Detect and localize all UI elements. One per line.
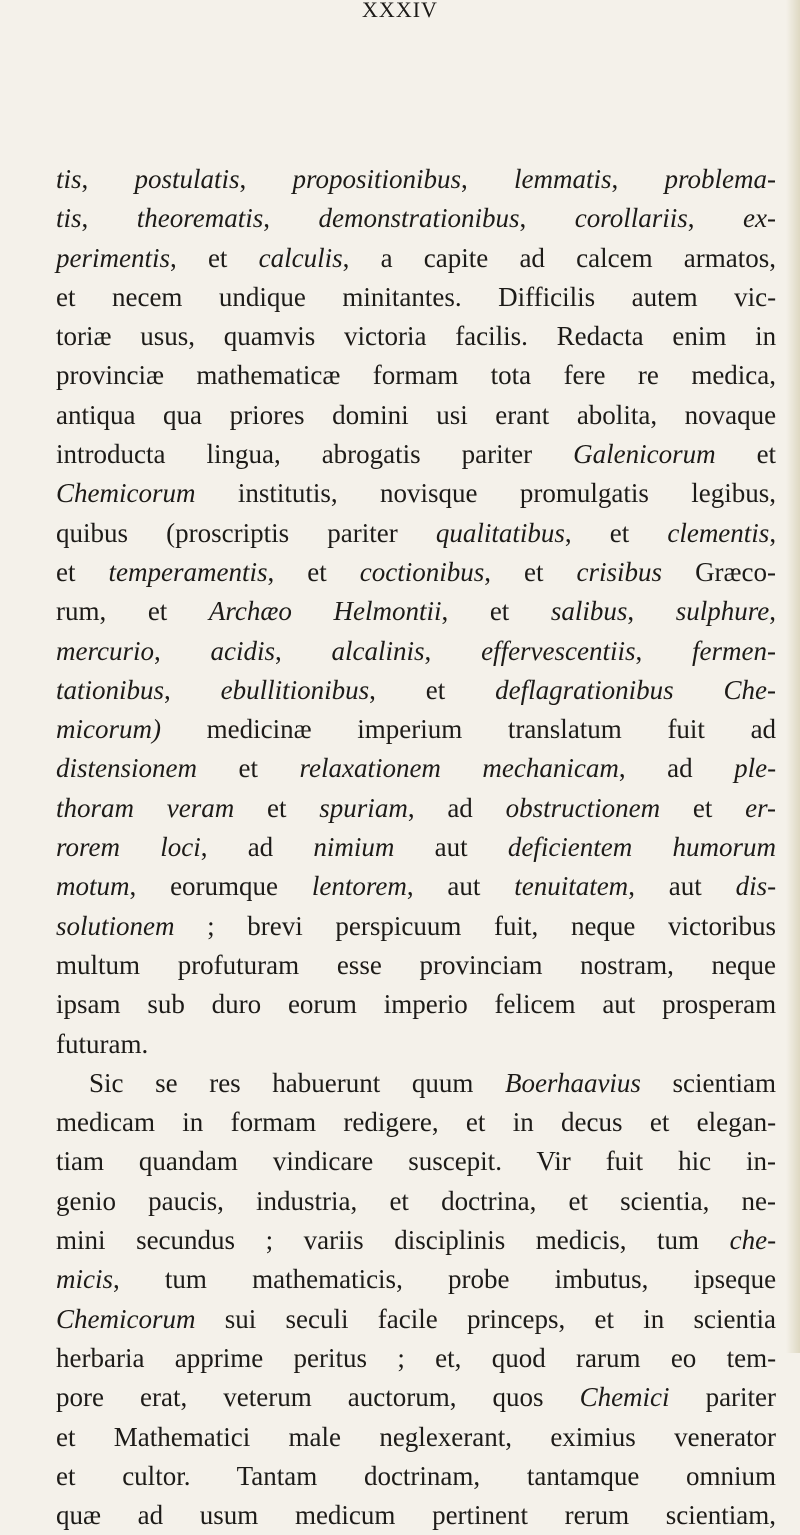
text-line: micorum) medicinæ imperium translatum fuit ad <box>56 714 777 745</box>
text-line: genio paucis, industria, et doctrina, et scientia, ne- <box>56 1185 776 1216</box>
text-line: Chemicorum sui seculi facile princeps, et in scientia <box>56 1303 776 1334</box>
text-line: tiam quandam vindicare suscepit. Vir fuit hic in- <box>56 1146 777 1177</box>
text-line: rum, et Archæo Helmontii, et salibus, sulphure, <box>56 596 776 627</box>
text-line: perimentis, et calculis, a capite ad calcem armatos, <box>56 242 777 273</box>
text-line: distensionem et relaxationem mechanicam, ad ple- <box>56 753 777 784</box>
text-line: tationibus, ebullitionibus, et deflagrationibus Che- <box>56 674 777 705</box>
text-line: Sic se res habuerunt quum Boerhaavius scientiam <box>89 1067 777 1098</box>
text-line: antiqua qua priores domini usi erant abolita, novaque <box>56 399 777 430</box>
text-line: et Mathematici male neglexerant, eximius venerator <box>56 1421 777 1452</box>
text-line: pore erat, veterum auctorum, quos Chemici pariter <box>56 1382 777 1413</box>
text-line: introducta lingua, abrogatis pariter Galenicorum et <box>56 439 777 470</box>
text-line: et necem undique minitantes. Difficilis autem vic- <box>56 281 777 312</box>
text-line: mini secundus ; variis disciplinis medicis, tum che- <box>56 1225 777 1256</box>
text-line: herbaria apprime peritus ; et, quod rarum eo tem- <box>56 1342 777 1373</box>
text-line: tis, theorematis, demonstrationibus, corollariis, ex- <box>56 203 776 234</box>
text-line: solutionem ; brevi perspicuum fuit, neque victoribus <box>56 910 777 941</box>
page-edge-shadow <box>786 0 800 1353</box>
text-line: motum, eorumque lentorem, aut tenuitatem, aut dis- <box>56 871 777 902</box>
text-line: thoram veram et spuriam, ad obstructionem et er- <box>56 792 777 823</box>
text-line: futuram. <box>56 1028 149 1059</box>
paragraph-1 <box>56 160 776 1064</box>
text-line: multum profuturam esse provinciam nostram, neque <box>56 949 777 980</box>
text-line: toriæ usus, quamvis victoria facilis. Redacta enim in <box>56 321 777 352</box>
text-line: quibus (proscriptis pariter qualitatibus, et clementis, <box>56 517 777 548</box>
text-line: tis, postulatis, propositionibus, lemmatis, problema- <box>56 164 776 194</box>
paragraph-2 <box>56 1064 776 1535</box>
page-body <box>56 160 776 1535</box>
text-line: quæ ad usum medicum pertinent rerum scientiam, <box>56 1500 776 1531</box>
text-line: provinciæ mathematicæ formam tota fere re medica, <box>56 360 777 391</box>
text-line: ipsam sub duro eorum imperio felicem aut prosperam <box>56 989 777 1020</box>
text-line: medicam in formam redigere, et in decus et elegan- <box>56 1107 777 1138</box>
text-line: Chemicorum institutis, novisque promulgatis legibus, <box>56 478 777 509</box>
text-line: rorem loci, ad nimium aut deficientem humorum <box>56 832 777 863</box>
text-line: et cultor. Tantam doctrinam, tantamque omnium <box>56 1460 777 1491</box>
text-line: mercurio, acidis, alcalinis, effervescentiis, fermen- <box>56 635 777 666</box>
text-line: micis, tum mathematicis, probe imbutus, ipseque <box>56 1264 777 1295</box>
page-number-header: XXXIV <box>362 0 438 22</box>
text-line: et temperamentis, et coctionibus, et crisibus Græco- <box>56 556 777 587</box>
